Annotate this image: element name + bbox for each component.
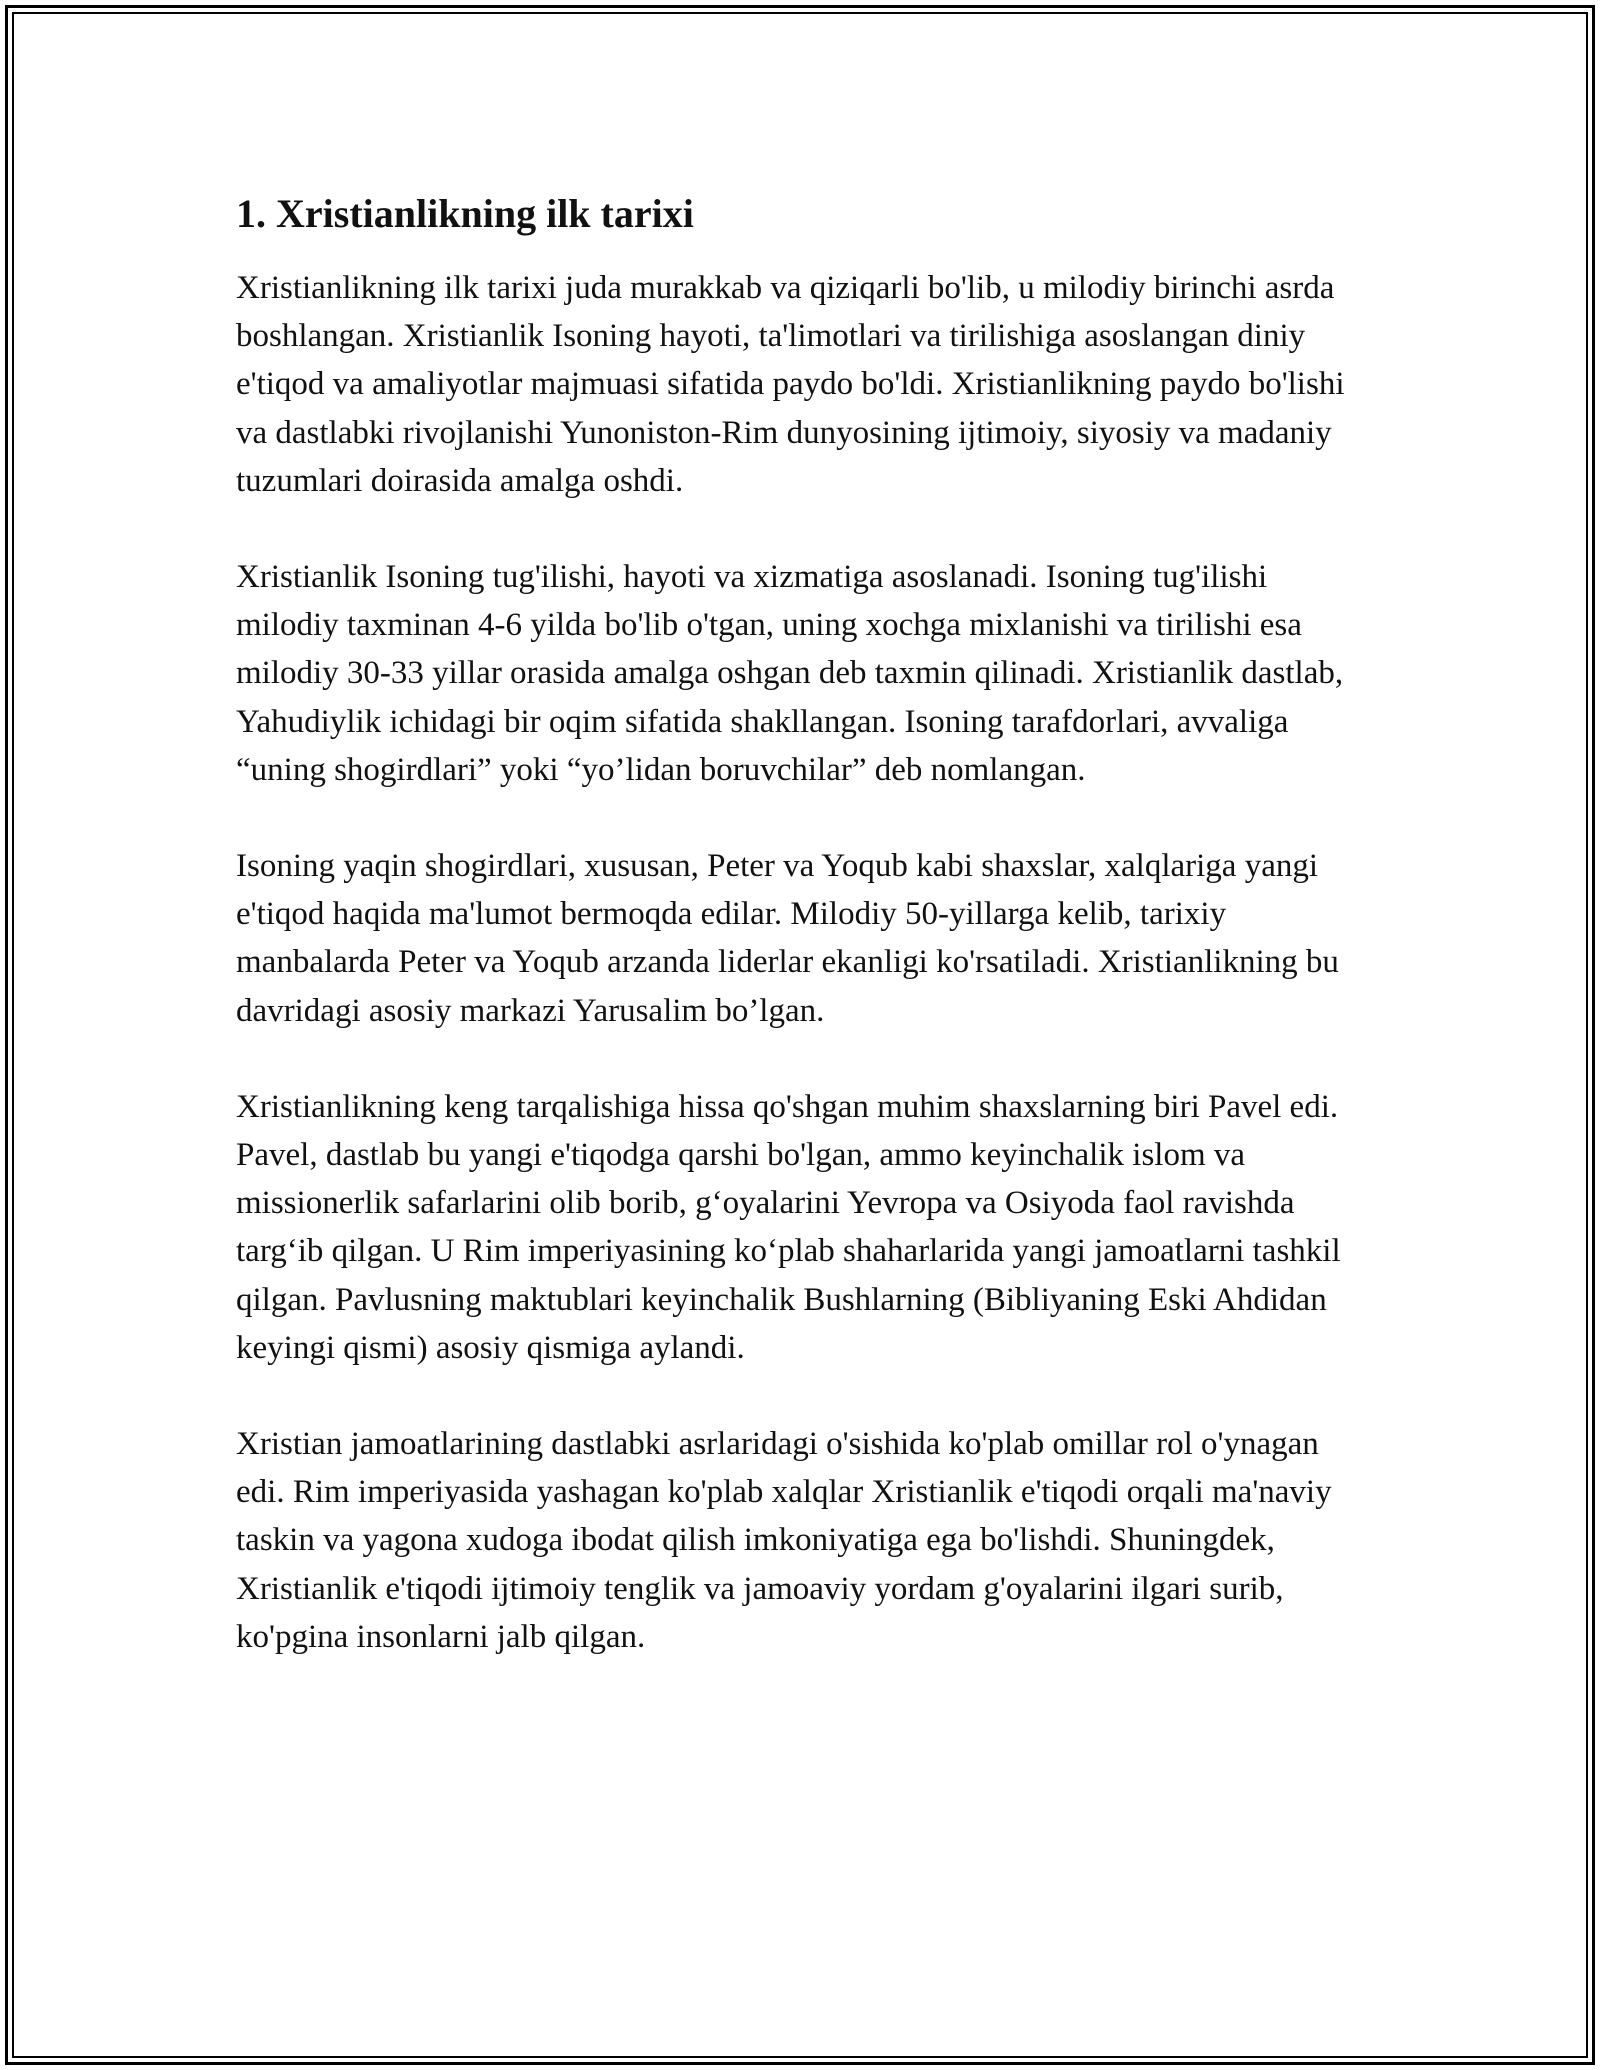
paragraph-1: Xristianlikning ilk tarixi juda murakkab va qiziqarli bo'lib, u milodiy birinchi asrda boshlangan. Xristianlik Isoning hayoti, ta'limotlari va tirilishiga asoslangan diniy e'tiqod va amaliyotlar majmuasi sifatida paydo bo'ldi. Xristianlikning paydo bo'lishi va dastlabki rivojlanishi Yunoniston-Rim dunyosining ijtimoiy, siyosiy va madaniy tuzumlari doirasida amalga oshdi. (236, 270, 1345, 499)
paragraph-5: Xristian jamoatlarining dastlabki asrlaridagi o'sishida ko'plab omillar rol o'ynagan edi. Rim imperiyasida yashagan ko'plab xalqlar Xristianlik e'tiqodi orqali ma'naviy taskin va yagona xudoga ibodat qilish imkoniyatiga ega bo'lishdi. Shuningdek, Xristianlik e'tiqodi ijtimoiy tenglik va jamoaviy yordam g'oyalarini ilgari surib, ko'pgina insonlarni jalb qilgan. (236, 1426, 1332, 1655)
document-body (236, 186, 1366, 1709)
section-heading: 1. Xristianlikning ilk tarixi (236, 191, 694, 236)
paragraph-4: Xristianlikning keng tarqalishiga hissa qo'shgan muhim shaxslarning biri Pavel edi. Pavel, dastlab bu yangi e'tiqodga qarshi bo'lgan, ammo keyinchalik islom va missionerlik safarlarini olib borib, g‘oyalarini Yevropa va Osiyoda faol ravishda targ‘ib qilgan. U Rim imperiyasining ko‘plab shaharlarida yangi jamoatlarni tashkil qilgan. Pavlusning maktublari keyinchalik Bushlarning (Bibliyaning Eski Ahdidan keyingi qismi) asosiy qismiga aylandi. (236, 1088, 1341, 1366)
paragraph-3: Isoning yaqin shogirdlari, xususan, Peter va Yoqub kabi shaxslar, xalqlariga yangi e'tiqod haqida ma'lumot bermoqda edilar. Milodiy 50-yillarga kelib, tarixiy manbalarda Peter va Yoqub arzanda liderlar ekanligi ko'rsatiladi. Xristianlikning bu davridagi asosiy markazi Yarusalim bo’lgan. (236, 848, 1339, 1029)
paragraph-2: Xristianlik Isoning tug'ilishi, hayoti va xizmatiga asoslanadi. Isoning tug'ilishi milodiy taxminan 4-6 yilda bo'lib o'tgan, uning xochga mixlanishi va tirilishi esa milodiy 30-33 yillar orasida amalga oshgan deb taxmin qilinadi. Xristianlik dastlab, Yahudiylik ichidagi bir oqim sifatida shakllangan. Isoning tarafdorlari, avvaliga “uning shogirdlari” yoki “yo’lidan boruvchilar” deb nomlangan. (236, 559, 1344, 788)
